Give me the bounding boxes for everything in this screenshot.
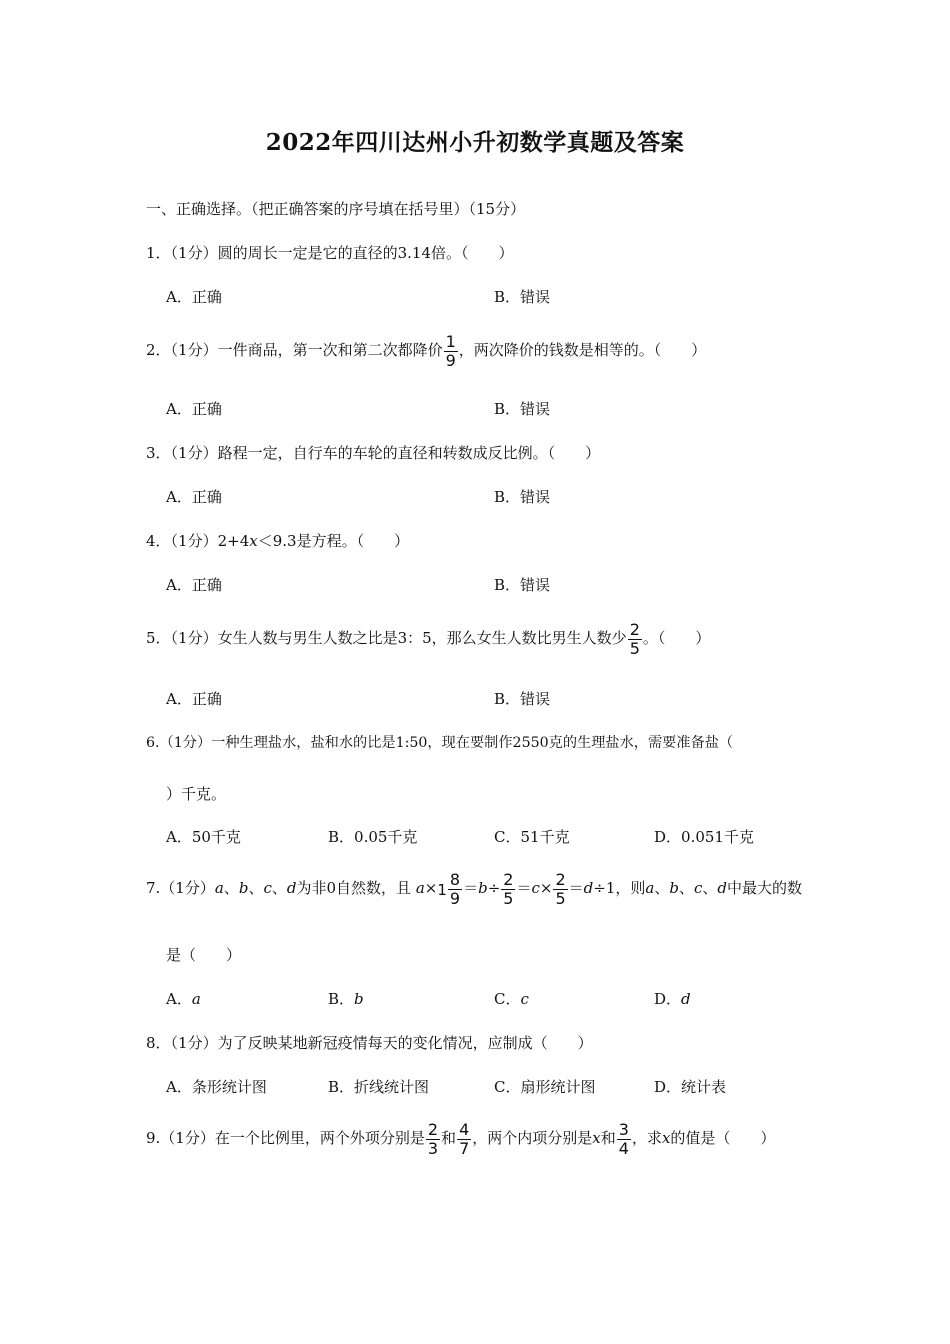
q7-sep: 、 (654, 879, 670, 897)
q7-equals: ＝ (568, 879, 584, 897)
q4-text-pre: 4．（1分）2+4 (146, 532, 250, 550)
q7-option-d-var: d (681, 990, 691, 1008)
q9-f1-num: 2 (427, 1119, 439, 1139)
question-7-line-1 (146, 868, 826, 910)
q6-option-b[interactable]: B．0.05千克 (328, 828, 418, 846)
q9-and: 和 (600, 1129, 616, 1147)
question-2 (146, 330, 826, 370)
q1-option-b[interactable]: B．错误 (494, 288, 551, 306)
q9-f3-num: 3 (618, 1119, 629, 1139)
question-4 (146, 530, 826, 552)
q7-var-d: d (717, 879, 728, 897)
q5-frac-den: 5 (629, 638, 640, 658)
q7-var-b: b (238, 879, 249, 897)
q7-var-c: c (694, 879, 703, 897)
q6-option-d[interactable]: D．0.051千克 (654, 828, 754, 846)
q2-frac-den: 9 (445, 350, 456, 370)
q7-times: × (539, 879, 553, 897)
q7-var-c: c (531, 879, 540, 897)
q8-option-d[interactable]: D．统计表 (654, 1078, 727, 1096)
question-1: 1．（1分）圆的周长一定是它的直径的3.14倍。（ ） (146, 244, 514, 262)
q4-text-post: ＜9.3是方程。（ ） (257, 532, 410, 550)
q6-option-c[interactable]: C．51千克 (494, 828, 570, 846)
q7-sep: 、 (702, 879, 718, 897)
q2-frac-num: 1 (445, 331, 456, 351)
q2-option-b[interactable]: B．错误 (494, 400, 551, 418)
q9-and: 和 (441, 1129, 457, 1147)
q9-fraction-3 (617, 1121, 631, 1158)
q7-var-d: d (286, 879, 297, 897)
q7-var-b: b (669, 879, 679, 897)
q7-option-c-label: C． (494, 990, 521, 1008)
q7-equals: ＝ (516, 879, 532, 897)
q7-text: 中最大的数 (727, 879, 803, 897)
q1-option-a[interactable]: A．正确 (166, 288, 222, 306)
question-6-line-2: ）千克。 (166, 785, 227, 803)
q9-text: ，两个内项分别是 (472, 1129, 593, 1147)
q7-sep: 、 (248, 879, 264, 897)
q7-mixed-number (437, 869, 463, 910)
q4-option-b[interactable]: B．错误 (494, 576, 551, 594)
q7-var-a: a (645, 879, 655, 897)
q7-var-a: a (415, 879, 425, 897)
question-3: 3．（1分）路程一定，自行车的车轮的直径和转数成反比例。（ ） (146, 444, 601, 462)
q2-fraction (444, 333, 458, 370)
question-5 (146, 618, 826, 658)
q4-option-a[interactable]: A．正确 (166, 576, 222, 594)
q9-variable: x (592, 1129, 601, 1147)
q7-equals: ＝ (463, 879, 479, 897)
q7-f2-num: 2 (503, 869, 514, 889)
q8-option-b[interactable]: B．折线统计图 (328, 1078, 430, 1096)
q9-text: 9.（1分）在一个比例里，两个外项分别是 (146, 1129, 425, 1147)
q7-var-b: b (478, 879, 488, 897)
q9-f2-num: 4 (459, 1119, 470, 1139)
q7-option-d[interactable] (654, 988, 691, 1010)
q8-option-a[interactable]: A．条形统计图 (166, 1078, 267, 1096)
q7-number: 7.（1分） (146, 879, 215, 897)
q9-f2-den: 7 (459, 1138, 470, 1158)
q7-text: 为非0自然数，且 (296, 879, 412, 897)
q2-text-post: ，两次降价的钱数是相等的。（ ） (458, 341, 707, 359)
q7-sep: 、 (223, 879, 239, 897)
q5-fraction (628, 621, 642, 658)
q9-fraction-2 (457, 1121, 471, 1158)
q7-f3-num: 2 (555, 869, 566, 889)
q7-option-b-label: B． (328, 990, 355, 1008)
q2-text-pre: 2．（1分）一件商品，第一次和第二次都降价 (146, 341, 443, 359)
q7-option-c-var: c (520, 990, 529, 1008)
q9-text: 的值是（ ） (670, 1129, 776, 1147)
q7-text: ÷1，则 (593, 879, 646, 897)
q5-frac-num: 2 (629, 619, 640, 639)
q7-var-d: d (583, 879, 594, 897)
q5-option-b[interactable]: B．错误 (494, 690, 551, 708)
q6-option-a[interactable]: A．50千克 (166, 828, 241, 846)
section-heading: 一、正确选择。（把正确答案的序号填在括号里）（15分） (146, 200, 526, 218)
q7-fraction-1 (448, 871, 462, 908)
q9-f3-den: 4 (618, 1138, 629, 1158)
q7-fraction-3 (553, 871, 567, 908)
q4-variable: x (249, 532, 258, 550)
q7-option-a-var: a (191, 990, 201, 1008)
q7-sep: 、 (678, 879, 694, 897)
q7-fraction-2 (501, 871, 515, 908)
q7-divide: ÷ (487, 879, 501, 897)
document-title: 2022年四川达州小升初数学真题及答案 (265, 129, 685, 156)
q7-f2-den: 5 (503, 888, 514, 908)
q3-option-a[interactable]: A．正确 (166, 488, 222, 506)
q7-option-d-label: D． (654, 990, 682, 1008)
q5-text-pre: 5．（1分）女生人数与男生人数之比是3：5，那么女生人数比男生人数少 (146, 629, 627, 647)
q7-f1-num: 8 (449, 870, 461, 889)
q7-option-b[interactable] (328, 988, 364, 1010)
q7-f1-den: 9 (449, 889, 461, 908)
q9-f1-den: 3 (427, 1138, 439, 1158)
q9-text: ，求 (631, 1129, 662, 1147)
q7-option-b-var: b (354, 990, 364, 1008)
q7-var-a: a (214, 879, 224, 897)
q3-option-b[interactable]: B．错误 (494, 488, 551, 506)
q7-option-a[interactable] (166, 988, 201, 1010)
q8-option-c[interactable]: C．扇形统计图 (494, 1078, 596, 1096)
q7-whole: 1 (437, 880, 447, 899)
question-6-line-1: 6.（1分）一种生理盐水，盐和水的比是1:50，现在要制作2550克的生理盐水，需要准备盐（ (146, 735, 734, 751)
q7-f3-den: 5 (555, 888, 566, 908)
q7-sep: 、 (271, 879, 287, 897)
question-8: 8．（1分）为了反映某地新冠疫情每天的变化情况，应制成（ ） (146, 1034, 593, 1052)
question-7-line-2: 是（ ） (166, 946, 242, 964)
q9-variable: x (661, 1129, 671, 1147)
q5-text-post: 。（ ） (642, 629, 711, 647)
q7-var-c: c (263, 879, 272, 897)
q7-option-a-label: A． (166, 990, 192, 1008)
q7-option-c[interactable] (494, 988, 529, 1010)
q7-times: × (424, 879, 438, 897)
q2-option-a[interactable]: A．正确 (166, 400, 222, 418)
q9-fraction-1 (426, 1121, 440, 1158)
q5-option-a[interactable]: A．正确 (166, 690, 222, 708)
question-9 (146, 1118, 826, 1158)
